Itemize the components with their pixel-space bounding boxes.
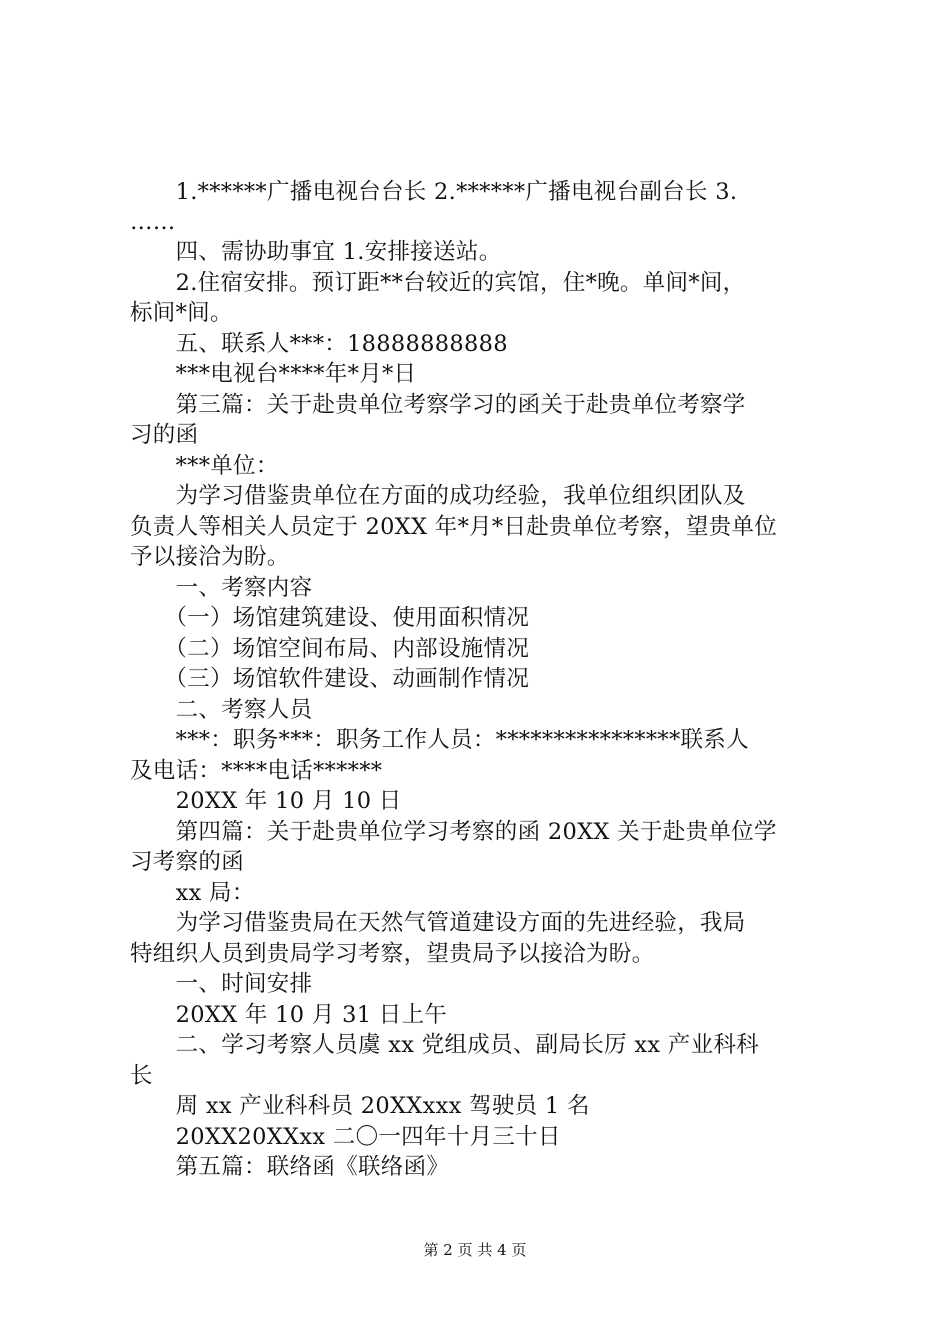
line-6: 五、联系人***：18888888888 xyxy=(130,331,508,357)
line-1: 1.******广播电视台台长 2.******广播电视台副台长 3. xyxy=(130,179,738,205)
line-29: 二、学习考察人员虞 xx 党组成员、副局长厉 xx 产业科科 xyxy=(130,1032,759,1058)
line-18: 二、考察人员 xyxy=(130,697,313,723)
line-28: 20XX 年 10 月 31 日上午 xyxy=(130,1002,448,1028)
line-22: 第四篇：关于赴贵单位学习考察的函 20XX 关于赴贵单位学 xyxy=(130,819,777,845)
line-19: ***：职务***：职务工作人员：****************联系人 xyxy=(130,727,749,753)
line-14: 一、考察内容 xyxy=(130,575,313,601)
line-11: 为学习借鉴贵单位在方面的成功经验，我单位组织团队及 xyxy=(130,483,746,509)
line-3: 四、需协助事宜 1.安排接送站。 xyxy=(130,239,502,265)
line-8: 第三篇：关于赴贵单位考察学习的函关于赴贵单位考察学 xyxy=(130,392,746,418)
line-25: 为学习借鉴贵局在天然气管道建设方面的先进经验，我局 xyxy=(130,910,746,936)
line-20: 及电话：****电话****** xyxy=(130,758,383,784)
line-12: 负责人等相关人员定于 20XX 年*月*日赴贵单位考察，望贵单位 xyxy=(130,514,778,540)
line-23: 习考察的函 xyxy=(130,849,245,875)
line-21: 20XX 年 10 月 10 日 xyxy=(130,788,402,814)
line-31: 周 xx 产业科科员 20XXxxx 驾驶员 1 名 xyxy=(130,1093,590,1119)
line-26: 特组织人员到贵局学习考察，望贵局予以接洽为盼。 xyxy=(130,941,655,967)
line-9: 习的函 xyxy=(130,422,199,448)
line-15: （一）场馆建筑建设、使用面积情况 xyxy=(130,605,530,631)
line-13: 予以接洽为盼。 xyxy=(130,544,290,570)
line-33: 第五篇：联络函《联络函》 xyxy=(130,1154,450,1180)
page-number-footer: 第 2 页 共 4 页 xyxy=(423,1241,527,1259)
line-16: （二）场馆空间布局、内部设施情况 xyxy=(130,636,530,662)
line-17: （三）场馆软件建设、动画制作情况 xyxy=(130,666,530,692)
line-27: 一、时间安排 xyxy=(130,971,313,997)
line-2: …… xyxy=(130,209,176,235)
line-24: xx 局： xyxy=(130,880,255,906)
line-10: ***单位： xyxy=(130,453,279,479)
line-32: 20XX20XXxx 二〇一四年十月三十日 xyxy=(130,1124,561,1150)
line-4: 2.住宿安排。预订距**台较近的宾馆，住*晚。单间*间， xyxy=(130,270,746,296)
line-30: 长 xyxy=(130,1063,153,1089)
line-5: 标间*间。 xyxy=(130,300,233,326)
line-7: ***电视台****年*月*日 xyxy=(130,361,417,387)
